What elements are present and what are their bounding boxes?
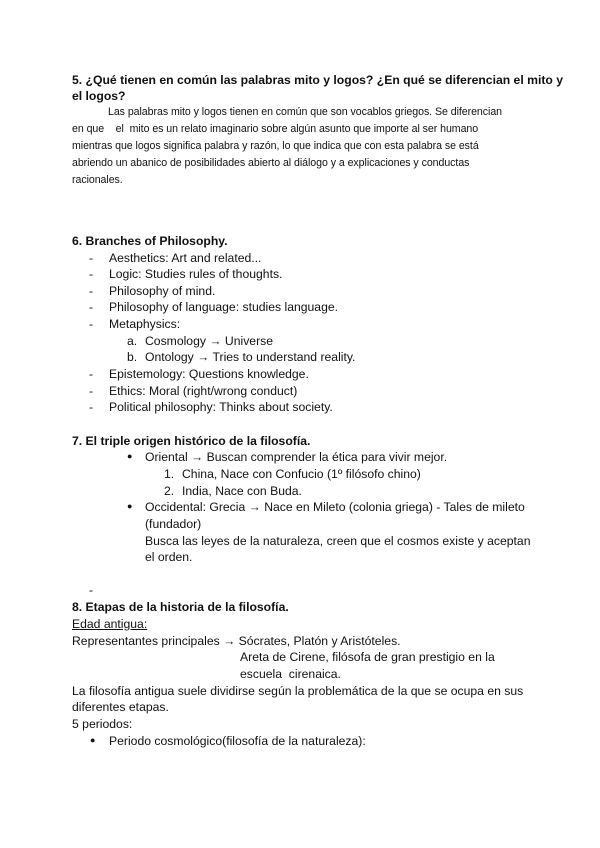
origin-occidental-line: Occidental: Grecia → Nace en Mileto (colonia griega) - Tales de mileto bbox=[145, 500, 525, 514]
q5-answer-line: mientras que logos significa palabra y razón, lo que indica que con esta palabra se está bbox=[72, 140, 479, 152]
branch-item: Political philosophy: Thinks about society. bbox=[109, 400, 333, 414]
sub-item-marker: b. bbox=[127, 350, 138, 364]
q8-heading: 8. Etapas de la historia de la filosofía. bbox=[72, 600, 289, 614]
branch-item: Epistemology: Questions knowledge. bbox=[109, 367, 309, 381]
branch-item: Ethics: Moral (right/wrong conduct) bbox=[109, 384, 298, 398]
branch-item: Philosophy of language: studies language. bbox=[109, 300, 339, 314]
branch-item: Aesthetics: Art and related... bbox=[109, 251, 262, 265]
list-dash: - bbox=[89, 384, 94, 398]
list-dash: - bbox=[89, 400, 94, 414]
origin-occidental-line: Busca las leyes de la naturaleza, creen que el cosmos existe y aceptan bbox=[145, 534, 531, 548]
q8-subheading: Edad antigua: bbox=[72, 617, 148, 631]
areta-line: Areta de Cirene, filósofa de gran prestigio en la bbox=[240, 650, 495, 664]
sub-item: India, Nace con Buda. bbox=[182, 484, 302, 498]
branch-item: Philosophy of mind. bbox=[109, 284, 216, 298]
paragraph-line: La filosofía antigua suele dividirse según la problemática de la que se ocupa en sus bbox=[72, 684, 524, 698]
sub-item: Ontology → Tries to understand reality. bbox=[145, 350, 356, 364]
q5-answer-line: en que el mito es un relato imaginario sobre algún asunto que importe al ser humano bbox=[72, 123, 479, 135]
bullet-icon: ● bbox=[90, 735, 96, 745]
bullet-icon: ● bbox=[127, 501, 133, 511]
origin-occidental-line: el orden. bbox=[145, 550, 193, 564]
paragraph-line: diferentes etapas. bbox=[72, 700, 169, 714]
list-dash: - bbox=[89, 284, 94, 298]
sub-item-marker: 1. bbox=[164, 467, 175, 481]
list-dash: - bbox=[89, 251, 94, 265]
representantes-line: Representantes principales → Sócrates, Platón y Aristóteles. bbox=[72, 634, 401, 648]
list-dash: - bbox=[89, 317, 94, 331]
q5-heading-line2: el logos? bbox=[72, 89, 126, 103]
sub-item: China, Nace con Confucio (1º filósofo chino) bbox=[182, 467, 421, 481]
list-dash: - bbox=[89, 267, 94, 281]
origin-occidental-line: (fundador) bbox=[145, 517, 202, 531]
branch-item: Logic: Studies rules of thoughts. bbox=[109, 267, 283, 281]
q5-answer-line: Las palabras mito y logos tienen en común que son vocablos griegos. Se diferencian bbox=[108, 106, 502, 118]
q5-answer-line: abriendo un abanico de posibilidades abierto al diálogo y a explicaciones y conductas bbox=[72, 157, 470, 169]
periodos-line: 5 periodos: bbox=[72, 717, 133, 731]
q6-heading: 6. Branches of Philosophy. bbox=[72, 234, 228, 248]
branch-item: Metaphysics: bbox=[109, 317, 181, 331]
bullet-icon: ● bbox=[127, 451, 133, 461]
areta-line: escuela cirenaica. bbox=[240, 667, 341, 681]
list-dash: - bbox=[89, 300, 94, 314]
sub-item: Cosmology → Universe bbox=[145, 334, 274, 348]
stray-dash: - bbox=[89, 583, 94, 597]
q7-heading: 7. El triple origen histórico de la filosofía. bbox=[72, 434, 311, 448]
q5-heading-line1: 5. ¿Qué tienen en común las palabras mito y logos? ¿En qué se diferencian el mito y bbox=[72, 73, 563, 87]
sub-item-marker: 2. bbox=[164, 484, 175, 498]
origin-oriental: Oriental → Buscan comprender la ética para vivir mejor. bbox=[145, 450, 448, 464]
sub-item-marker: a. bbox=[127, 334, 138, 348]
list-dash: - bbox=[89, 367, 94, 381]
periodo-item: Periodo cosmológico(filosofía de la naturaleza): bbox=[109, 734, 366, 748]
q5-answer-line: racionales. bbox=[72, 174, 123, 186]
